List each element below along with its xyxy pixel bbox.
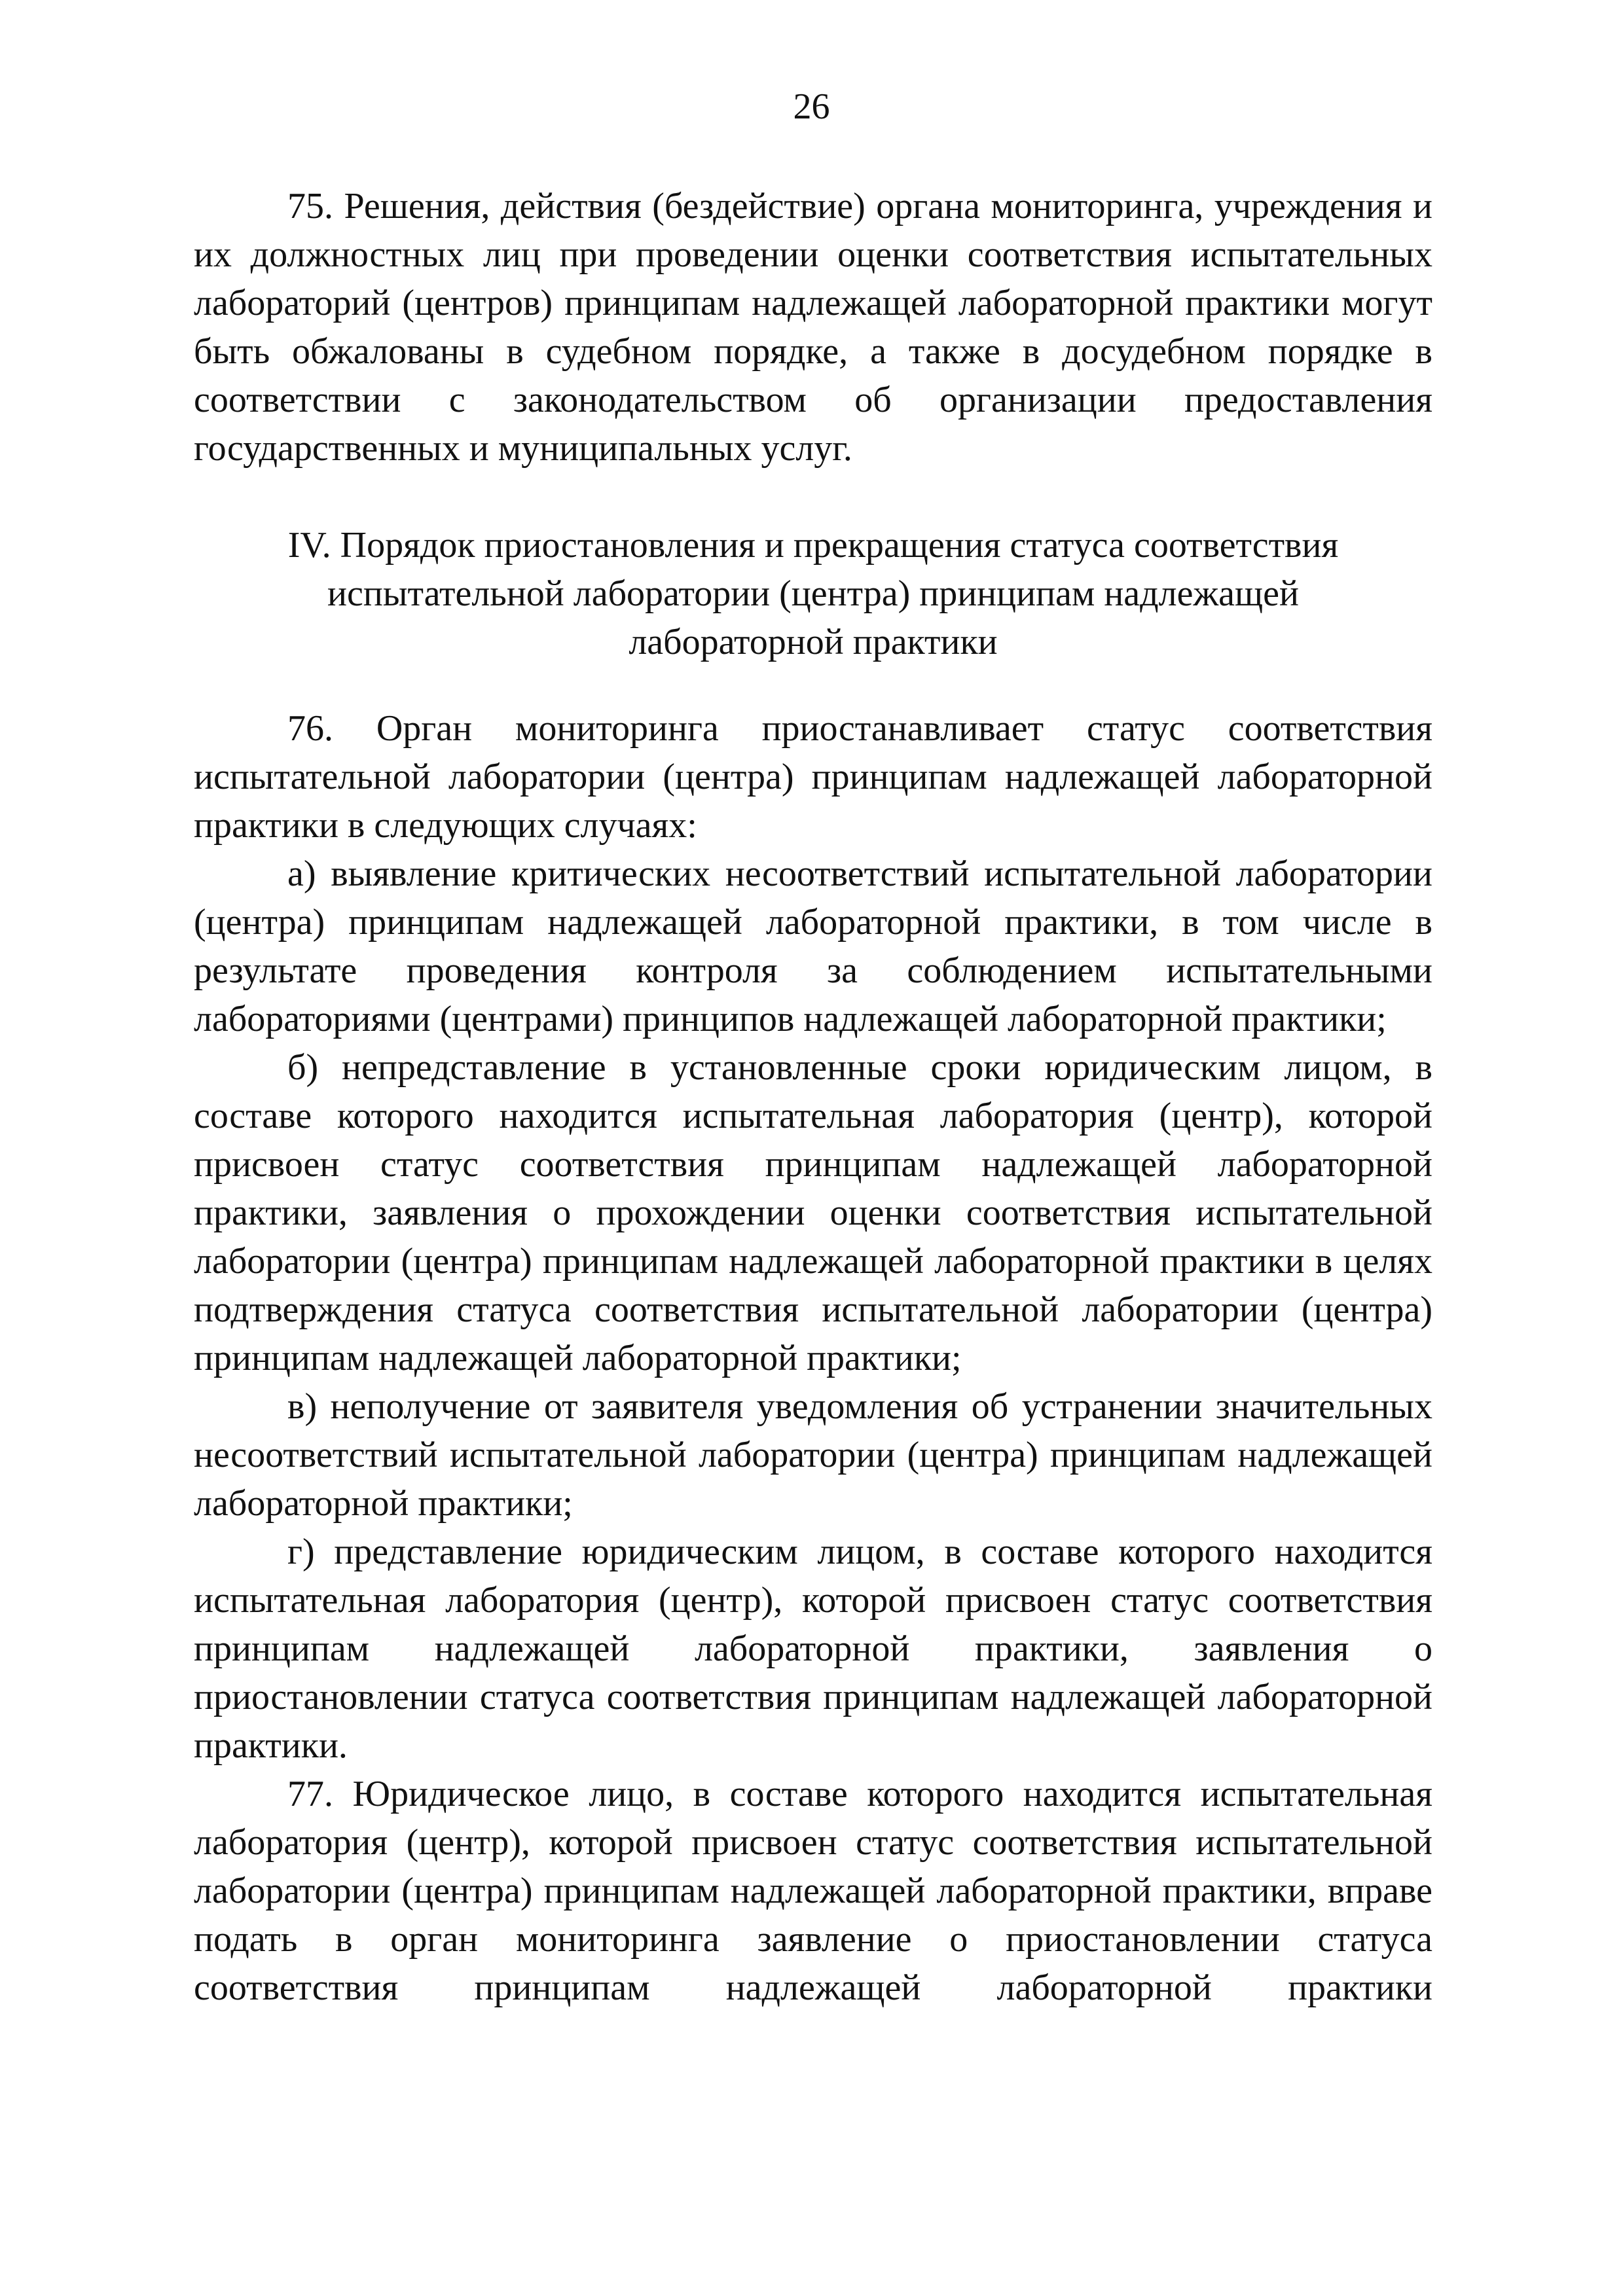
paragraphs-76-77-block [194,704,1432,2012]
page-number: 26 [793,86,830,127]
section-heading [194,521,1432,666]
paragraph-76-intro: 76. Орган мониторинга приостанавливает статус соответствия испытательной лаборатории (центра) принципам надлежащей лабораторной практики в следующих случаях: [194,708,1432,846]
section-heading-line-2: испытательной лаборатории (центра) принципам надлежащей [327,573,1299,614]
section-heading-line-1: IV. Порядок приостановления и прекращения статуса соответствия [287,525,1339,565]
paragraph-77: 77. Юридическое лицо, в составе которого находится испытательная лаборатория (центр), которой присвоен статус соответствия испытательной лаборатории (центра) принципам надлежащей лабораторной практики, вправе подать в орган мониторинга заявление о приостановлении статуса соответствия принципам надлежащей лабораторной практики [194,1774,1432,2008]
paragraph-76-item-g: г) представление юридическим лицом, в составе которого находится испытательная лаборатория (центр), которой присвоен статус соответствия принципам надлежащей лабораторной практики, заявления о приостановлении статуса соответствия принципам надлежащей лабораторной практики. [194,1532,1432,1766]
paragraph-76-item-a: а) выявление критических несоответствий испытательной лаборатории (центра) принципам надлежащей лабораторной практики, в том числе в результате проведения контроля за соблюдением испытательными лабораториями (центрами) принципов надлежащей лабораторной практики; [194,853,1432,1039]
paragraph-75: 75. Решения, действия (бездействие) органа мониторинга, учреждения и их должностных лиц при проведении оценки соответствия испытательных лабораторий (центров) принципам надлежащей лабораторной практики могут быть обжалованы в судебном порядке, а также в досудебном порядке в соответствии с законодательством об организации предоставления государственных и муниципальных услуг. [194,186,1432,469]
section-heading-line-3: лабораторной практики [629,622,998,662]
paragraph-76-item-v: в) неполучение от заявителя уведомления об устранении значительных несоответствий испытательной лаборатории (центра) принципам надлежащей лабораторной практики; [194,1386,1432,1524]
paragraph-76-item-b: б) непредставление в установленные сроки юридическим лицом, в составе которого находится испытательная лаборатория (центр), которой присвоен статус соответствия принципам надлежащей лабораторной практики, заявления о прохождении оценки соответствия испытательной лаборатории (центра) принципам надлежащей лабораторной практики в целях подтверждения статуса соответствия испытательной лаборатории (центра) принципам надлежащей лабораторной практики; [194,1047,1432,1378]
paragraph-75-block [194,182,1432,473]
